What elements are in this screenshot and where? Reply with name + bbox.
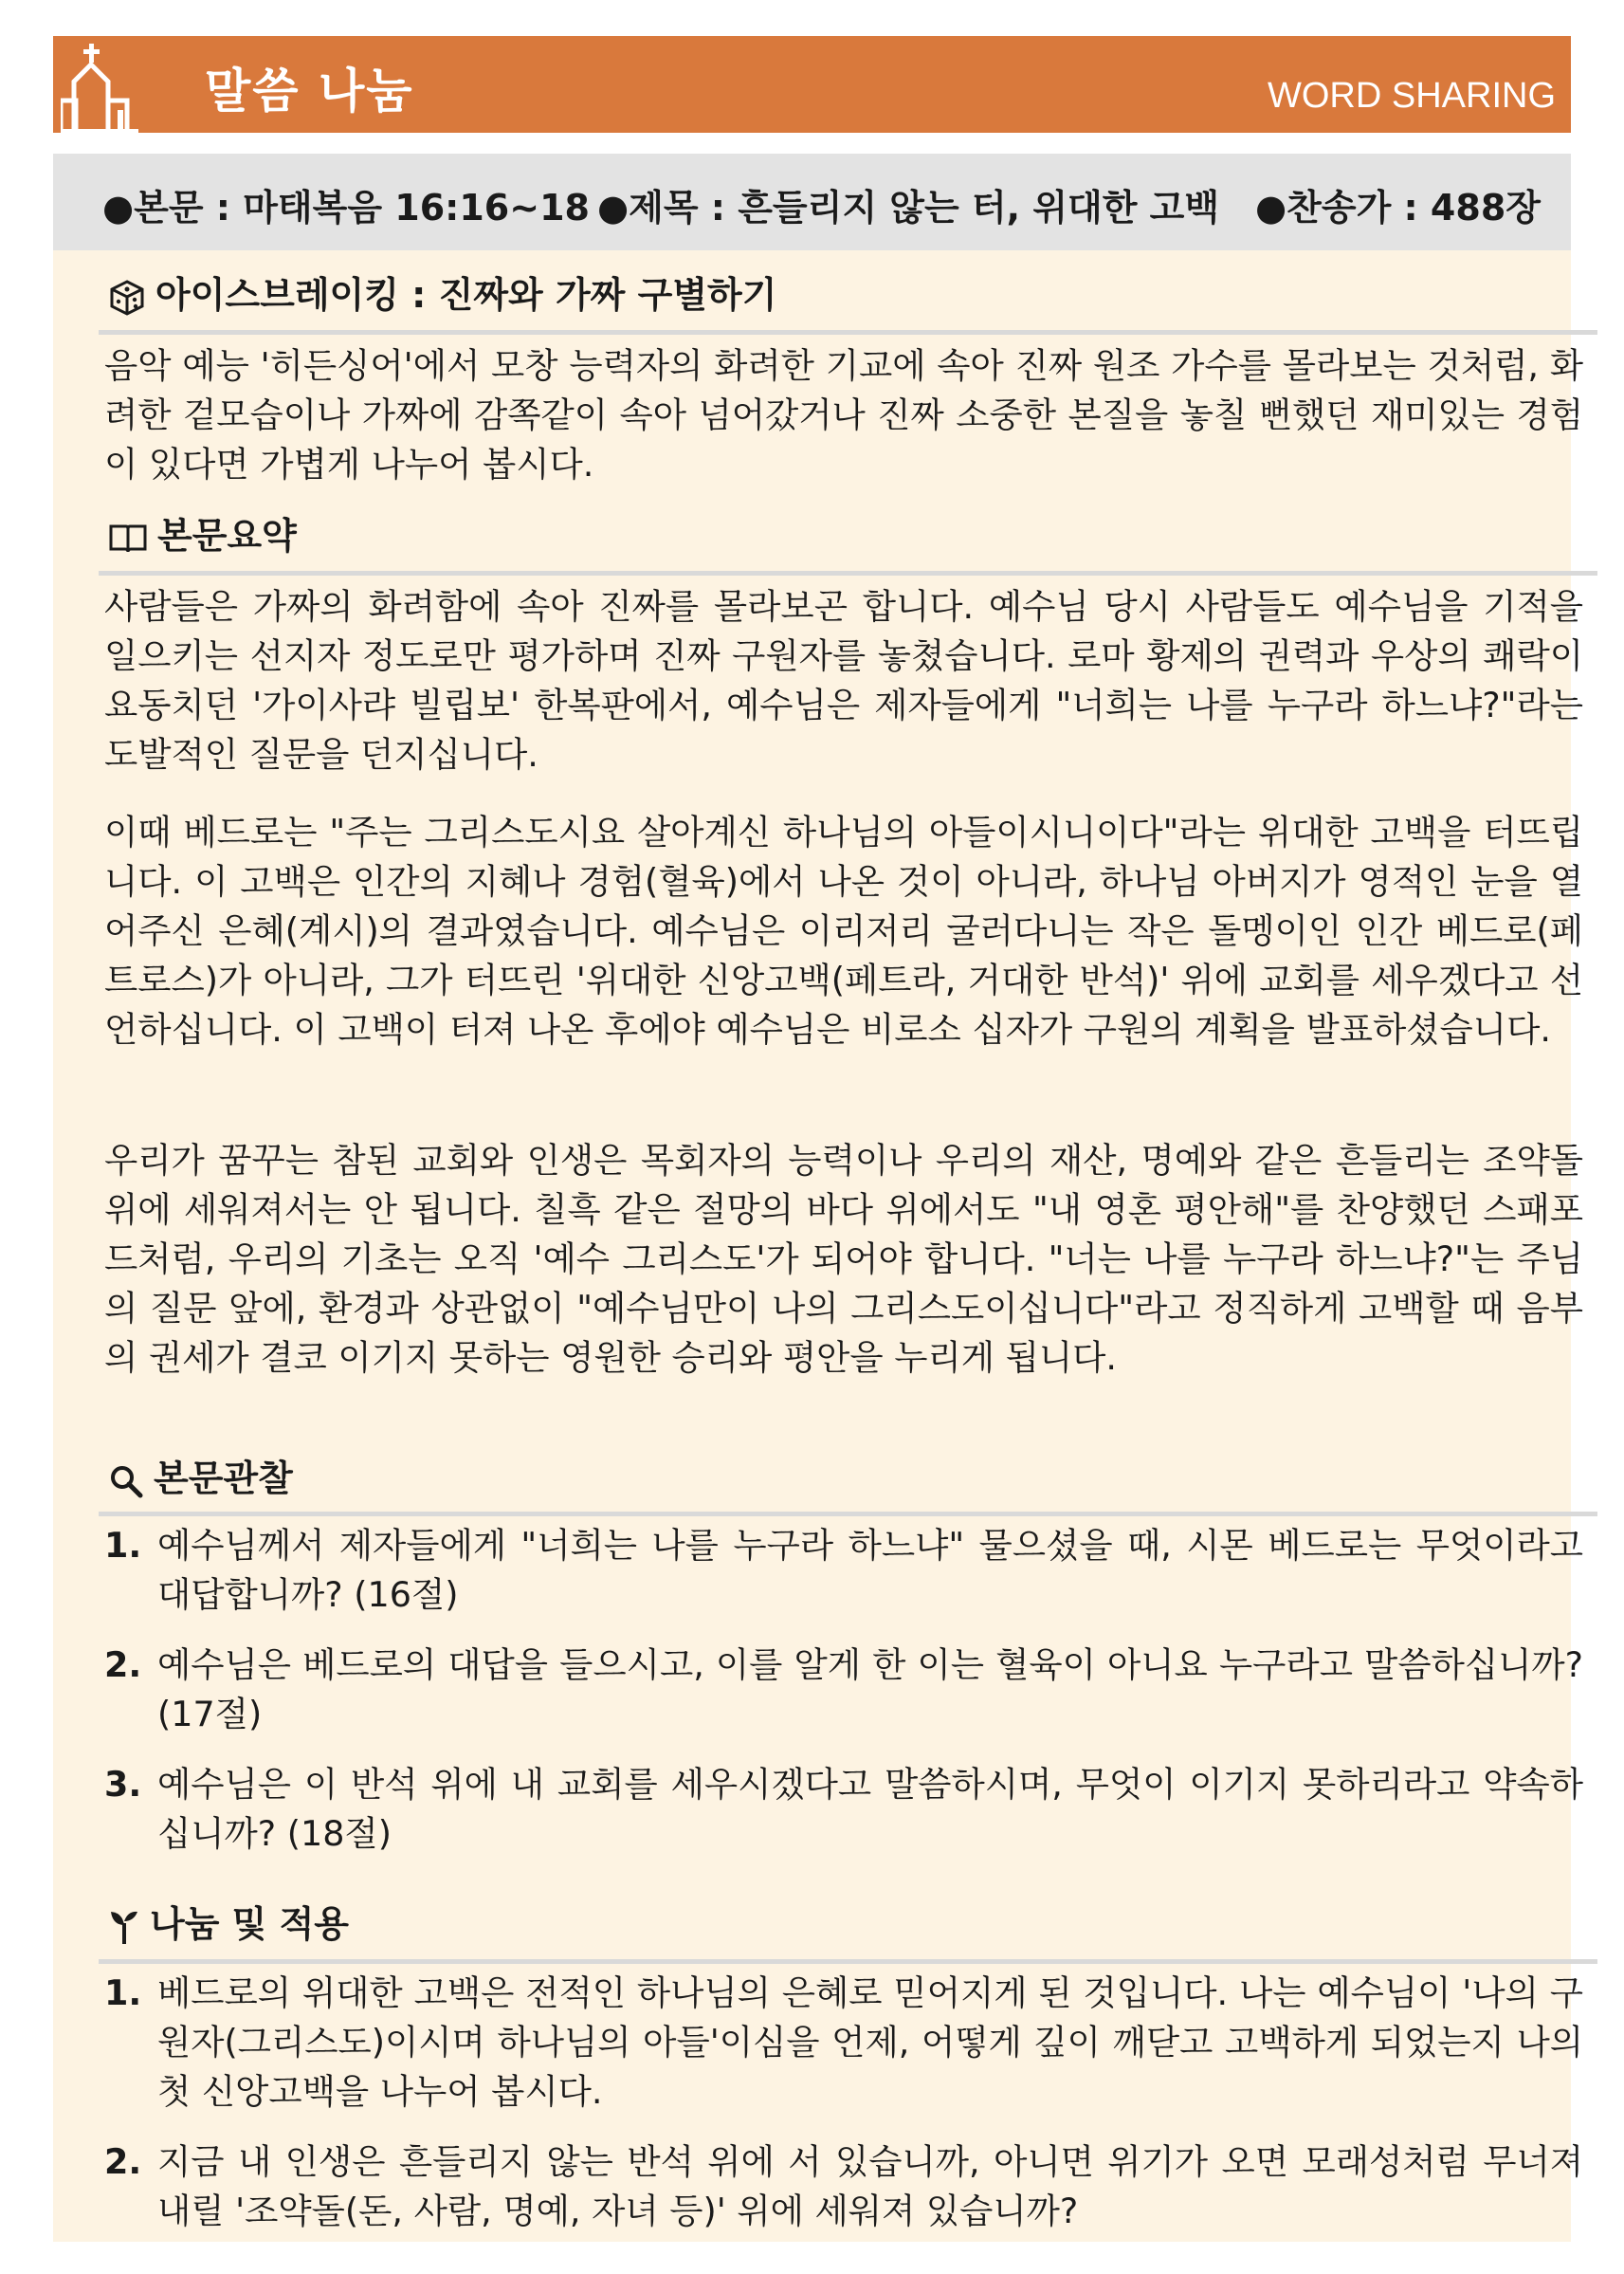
application-item: [104, 1969, 1583, 2117]
item-text: 예수님은 이 반석 위에 내 교회를 세우시겠다고 말씀하시며, 무엇이 이기지 못하리라고 약속하십니까? (18절): [157, 1764, 1583, 1854]
item-text: 예수님은 베드로의 대답을 들으시고, 이를 알게 한 이는 혈육이 아니요 누구라고 말씀하십니까? (17절): [157, 1644, 1583, 1734]
passage-info: ●본문 : 마태복음 16:16~18: [102, 187, 590, 229]
observation-item: [104, 1760, 1583, 1859]
icebreaking-text: 음악 예능 '히든싱어'에서 모창 능력자의 화려한 기교에 속아 진짜 원조 가수를 몰라보는 것처럼, 화려한 겉모습이나 가짜에 감쪽같이 속아 넘어갔거나 진짜 소중한 본질을 놓칠 뻔했던 재미있는 경험이 있다면 가볍게 나누어 봅시다.: [104, 345, 1583, 485]
summary-heading: [108, 506, 297, 559]
item-text: 베드로의 위대한 고백은 전적인 하나님의 은혜로 믿어지게 된 것입니다. 나는 예수님이 '나의 구원자(그리스도)이시며 하나님의 아들'이심을 언제, 어떻게 깊이 깨닫고 고백하게 되었는지 나의 첫 신앙고백을 나누어 봅시다.: [157, 1972, 1583, 2112]
application-heading: [108, 1895, 349, 1947]
hymn-info: ●찬송가 : 488장: [1255, 187, 1541, 229]
item-text: 지금 내 인생은 흔들리지 않는 반석 위에 서 있습니까, 아니면 위기가 오면 모래성처럼 무너져 내릴 '조약돌(돈, 사람, 명예, 자녀 등)' 위에 세워져 있습니까?: [157, 2141, 1583, 2231]
item-number: 1.: [104, 1525, 142, 1566]
divider: [99, 1512, 1597, 1516]
observation-item: [104, 1521, 1583, 1620]
content-area: [53, 250, 1583, 2242]
search-icon: [108, 1463, 144, 1499]
item-number: 1.: [104, 1972, 142, 2013]
summary-paragraph-3: 우리가 꿈꾸는 참된 교회와 인생은 목회자의 능력이나 우리의 재산, 명예와 같은 흔들리는 조약돌 위에 세워져서는 안 됩니다. 칠흑 같은 절망의 바다 위에서도 "내 영혼 평안해"를 찬양했던 스패포드처럼, 우리의 기초는 오직 '예수 그리스도'가 되어야 합니다. "너는 나를 누구라 하느냐?"는 주님의 질문 앞에, 환경과 상관없이 "예수님만이 나의 그리스도이십니다"라고 정직하게 고백할 때 음부의 권세가 결코 이기지 못하는 영원한 승리와 평안을 누리게 됩니다.: [104, 1140, 1583, 1378]
page-title: 말씀 나눔: [205, 64, 414, 119]
divider: [99, 330, 1597, 335]
topic-info: ●제목 : 흔들리지 않는 터, 위대한 고백: [597, 187, 1220, 229]
item-text: 예수님께서 제자들에게 "너희는 나를 누구라 하느냐" 물으셨을 때, 시몬 베드로는 무엇이라고 대답합니까? (16절): [157, 1525, 1583, 1615]
item-number: 3.: [104, 1764, 142, 1805]
book-icon: [108, 523, 148, 555]
icebreaking-heading: [108, 266, 776, 318]
observation-item: [104, 1641, 1583, 1739]
summary-title: 본문요약: [157, 515, 297, 557]
divider: [99, 571, 1597, 576]
divider: [99, 1959, 1597, 1964]
observation-heading: [108, 1449, 293, 1501]
application-item: [104, 2137, 1583, 2236]
sprout-icon: [108, 1908, 140, 1946]
page-subtitle: WORD SHARING: [1268, 76, 1556, 116]
icebreaking-title: 아이스브레이킹 : 진짜와 가짜 구별하기: [155, 274, 777, 316]
info-bar: [53, 154, 1571, 250]
summary-paragraph-2: 이때 베드로는 "주는 그리스도시요 살아계신 하나님의 아들이시니이다"라는 위대한 고백을 터뜨립니다. 이 고백은 인간의 지혜나 경험(혈육)에서 나온 것이 아니라, 하나님 아버지가 영적인 눈을 열어주신 은혜(계시)의 결과였습니다. 예수님은 이리저리 굴러다니는 작은 돌멩이인 인간 베드로(페트로스)가 아니라, 그가 터뜨린 '위대한 신앙고백(페트라, 거대한 반석)' 위에 교회를 세우겠다고 선언하십니다. 이 고백이 터져 나온 후에야 예수님은 비로소 십자가 구원의 계획을 발표하셨습니다.: [104, 812, 1583, 1050]
item-number: 2.: [104, 2141, 142, 2182]
application-title: 나눔 및 적용: [150, 1903, 349, 1945]
summary-paragraph-1: 사람들은 가짜의 화려함에 속아 진짜를 몰라보곤 합니다. 예수님 당시 사람들도 예수님을 기적을 일으키는 선지자 정도로만 평가하며 진짜 구원자를 놓쳤습니다. 로마 황제의 권력과 우상의 쾌락이 요동치던 '가이사랴 빌립보' 한복판에서, 예수님은 제자들에게 "너희는 나를 누구라 하느냐?"라는 도발적인 질문을 던지십니다.: [104, 586, 1583, 775]
dice-icon: [108, 279, 146, 317]
church-icon: [61, 44, 174, 133]
observation-title: 본문관찰: [154, 1458, 293, 1499]
header-banner: [53, 36, 1571, 133]
item-number: 2.: [104, 1644, 142, 1685]
